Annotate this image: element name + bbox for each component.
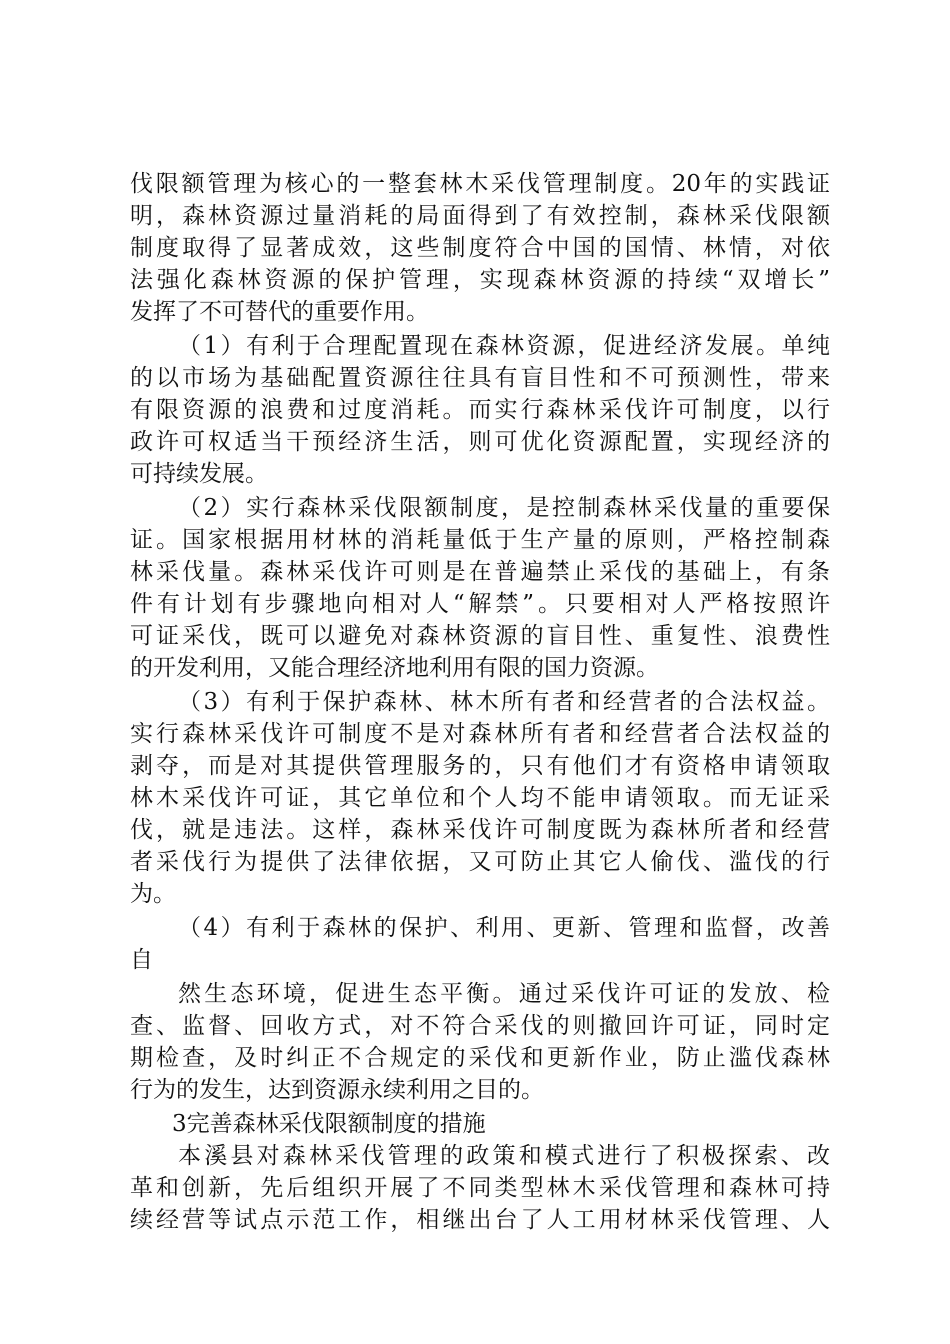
paragraph-first-line: 然生态环境，促进生态平衡。通过采伐许可证的发放、检 [178,981,830,1007]
text-line: 件有计划有步骤地向相对人“解禁”。只要相对人严格按照许 [130,591,830,617]
text-line: 行为的发生，达到资源永续利用之目的。 [130,1077,544,1103]
text-line: 为。 [130,881,176,907]
text-line: 期检查，及时纠正不合规定的采伐和更新作业，防止滥伐森林 [130,1045,830,1071]
text-line: 证。国家根据用材林的消耗量低于生产量的原则，严格控制森 [130,527,830,553]
text-line: 革和创新，先后组织开展了不同类型林木采伐管理和森林可持 [130,1175,830,1201]
paragraph-first-line: （3）有利于保护森林、林木所有者和经营者的合法权益。 [178,689,830,715]
text-line: 者采伐行为提供了法律依据，又可防止其它人偷伐、滥伐的行 [130,849,830,875]
paragraph-first-line: （2）实行森林采伐限额制度，是控制森林采伐量的重要保 [178,495,830,521]
paragraph-first-line: 本溪县对森林采伐管理的政策和模式进行了积极探索、改 [178,1143,830,1169]
section-heading: 3完善森林采伐限额制度的措施 [172,1111,486,1137]
text-line: 制度取得了显著成效，这些制度符合中国的国情、林情，对依 [130,235,830,261]
text-line: 发挥了不可替代的重要作用。 [130,299,429,325]
text-line: 查、监督、回收方式，对不符合采伐的则撤回许可证，同时定 [130,1013,830,1039]
text-line: 政许可权适当干预经济生活，则可优化资源配置，实现经济的 [130,429,830,455]
text-line: 续经营等试点示范工作，相继出台了人工用材林采伐管理、人 [130,1207,830,1233]
text-line: 的开发利用，又能合理经济地利用有限的国力资源。 [130,655,659,681]
text-line: 剥夺，而是对其提供管理服务的，只有他们才有资格申请领取 [130,753,830,779]
text-line: 林木采伐许可证，其它单位和个人均不能申请领取。而无证采 [130,785,830,811]
text-line: 林采伐量。森林采伐许可则是在普遍禁止采伐的基础上，有条 [130,559,830,585]
text-line: 有限资源的浪费和过度消耗。而实行森林采伐许可制度，以行 [130,397,830,423]
text-line: 可持续发展。 [130,461,268,487]
text-line: 实行森林采伐许可制度不是对森林所有者和经营者合法权益的 [130,721,830,747]
text-line: 法强化森林资源的保护管理，实现森林资源的持续“双增长” [130,267,830,293]
text-line: 伐，就是违法。这样，森林采伐许可制度既为森林所者和经营 [130,817,830,843]
text-line: 明，森林资源过量消耗的局面得到了有效控制，森林采伐限额 [130,203,830,229]
text-line: 的以市场为基础配置资源往往具有盲目性和不可预测性，带来 [130,365,830,391]
text-line: 自 [130,947,153,973]
text-line: 可证采伐，既可以避免对森林资源的盲目性、重复性、浪费性 [130,623,830,649]
paragraph-first-line: （1）有利于合理配置现在森林资源，促进经济发展。单纯 [178,333,830,359]
paragraph-first-line: （4）有利于森林的保护、利用、更新、管理和监督，改善 [178,915,830,941]
text-line: 伐限额管理为核心的一整套林木采伐管理制度。20年的实践证 [130,171,830,197]
